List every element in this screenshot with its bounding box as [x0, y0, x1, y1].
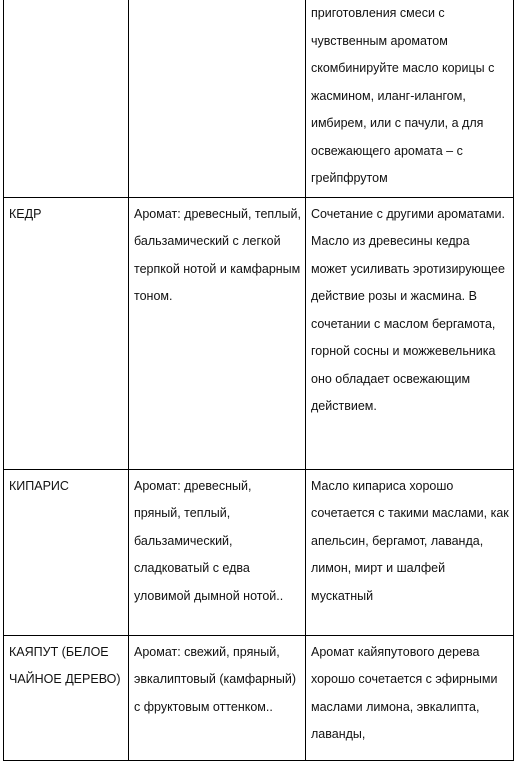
combination-cell [306, 635, 514, 760]
aroma-cell [129, 635, 306, 760]
aroma-cell [129, 0, 306, 197]
combination-text: приготовления смеси с чувственным ароматом скомбинируйте масло корицы с жасмином, иланг-илангом, имбирем, или с пачули, а для освежающего аромата – с грейпфрутом [311, 6, 495, 185]
oil-name: КЕДР [9, 206, 42, 221]
table-row [4, 197, 514, 469]
combination-text: Аромат кайяпутового дерева хорошо сочетается с эфирными маслами лимона, эвкалипта, лаванды, [311, 644, 498, 741]
table-row [4, 635, 514, 760]
oil-name-cell [4, 0, 129, 197]
aroma-cell [129, 469, 306, 635]
table-row [4, 0, 514, 197]
aroma-oils-table [3, 0, 514, 761]
combination-cell [306, 469, 514, 635]
oil-name: КАЯПУТ (БЕЛОЕ ЧАЙНОЕ ДЕРЕВО) [9, 644, 121, 686]
combination-title: Сочетание с другими ароматами. [311, 206, 505, 221]
aroma-description: Аромат: древесный, теплый, бальзамический с легкой терпкой нотой и камфарным тоном. [134, 206, 301, 303]
aroma-cell [129, 197, 306, 469]
aroma-description: Аромат: свежий, пряный, эвкалиптовый (камфарный) с фруктовым оттенком.. [134, 644, 297, 714]
table-row [4, 469, 514, 635]
aroma-description: Аромат: древесный, пряный, теплый, бальзамический, сладковатый с едва уловимой дымной нотой.. [134, 478, 284, 603]
oil-name-cell [4, 197, 129, 469]
oil-name: КИПАРИС [9, 478, 69, 493]
combination-text: Масло из древесины кедра может усиливать эротизирующее действие розы и жасмина. В сочетании с маслом бергамота, горной сосны и можжевельника оно обладает освежающим действием. [311, 234, 505, 413]
oil-name-cell [4, 635, 129, 760]
combination-text: Масло кипариса хорошо сочетается с такими маслами, как апельсин, бергамот, лаванда, лимон, мирт и шалфей мускатный [311, 478, 509, 603]
oil-name-cell [4, 469, 129, 635]
combination-cell [306, 197, 514, 469]
combination-cell [306, 0, 514, 197]
